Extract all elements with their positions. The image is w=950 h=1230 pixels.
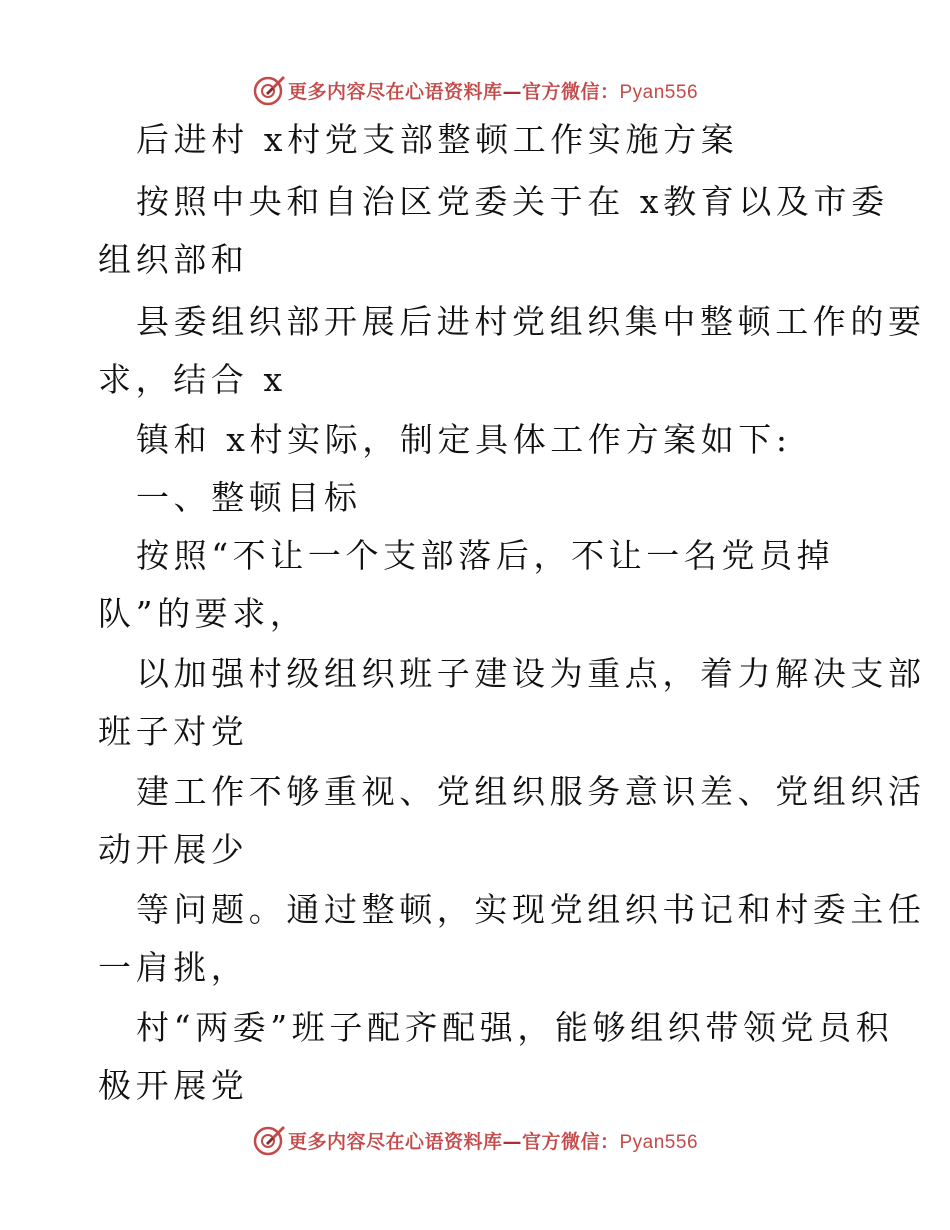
paragraph-line: 建工作不够重视、党组织服务意识差、党组织活 xyxy=(136,772,926,811)
paragraph-line: 班子对党 xyxy=(98,712,249,751)
paragraph-line: 组织部和 xyxy=(98,240,249,279)
paragraph-line: 动开展少 xyxy=(98,830,249,869)
footer-watermark-banner xyxy=(0,1120,950,1160)
section-heading: 一、整顿目标 xyxy=(136,478,362,517)
paragraph-line: 求，结合 x xyxy=(98,360,287,399)
paragraph-line: 队”的要求， xyxy=(98,594,308,633)
paragraph-line: 按照“不让一个支部落后，不让一名党员掉 xyxy=(136,536,835,575)
paragraph-line: 等问题。通过整顿，实现党组织书记和村委主任 xyxy=(136,890,926,929)
footer-watermark-text: 更多内容尽在心语资料库—官方微信：Pyan556 xyxy=(287,1130,699,1153)
brush-logo-icon xyxy=(252,1123,286,1157)
paragraph-line: 以加强村级组织班子建设为重点，着力解决支部 xyxy=(136,654,926,693)
paragraph-line: 镇和 x村实际，制定具体工作方案如下: xyxy=(136,420,792,459)
paragraph-line: 极开展党 xyxy=(98,1066,249,1105)
header-watermark-text: 更多内容尽在心语资料库—官方微信：Pyan556 xyxy=(287,80,699,103)
document-title: 后进村 x村党支部整顿工作实施方案 xyxy=(136,120,739,159)
paragraph-line: 村“两委”班子配齐配强，能够组织带领党员积 xyxy=(136,1008,894,1047)
header-watermark-banner xyxy=(0,70,950,110)
brush-logo-icon xyxy=(252,73,286,107)
paragraph-line: 按照中央和自治区党委关于在 x教育以及市委 xyxy=(136,182,889,221)
paragraph-line: 县委组织部开展后进村党组织集中整顿工作的要 xyxy=(136,302,926,341)
paragraph-line: 一肩挑， xyxy=(98,948,249,987)
